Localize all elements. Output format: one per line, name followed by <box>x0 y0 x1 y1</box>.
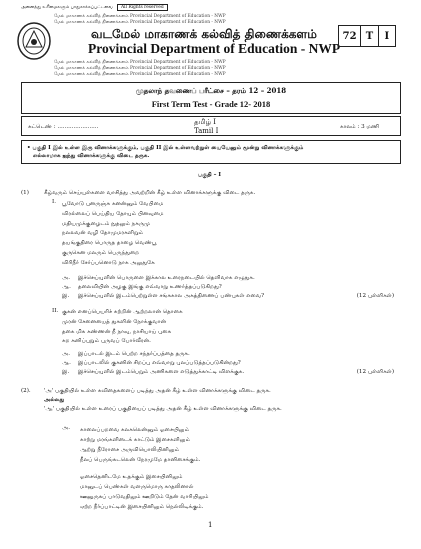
poem-block <box>80 472 209 512</box>
subject-english: Tamil I <box>194 127 219 135</box>
sub-question-item: அ. இச்செய்யுளின் பொருளை இக்கால உரைநடையில் தெளிவாக எழுதுக. <box>62 275 255 281</box>
time-allowed: காலம் : 3 மணி <box>340 124 380 130</box>
department-name-english: Provincial Department of Education - NWP <box>88 41 341 56</box>
sub-question-number: அ. <box>62 425 70 431</box>
copyright-notice <box>21 6 168 11</box>
poem-line: குகன் எனப்பெயரிச் சுற்றின் ஆற்றலான் தொகை <box>62 309 183 315</box>
marks-label: (12 புள்ளிகள்) <box>356 292 394 299</box>
header-repeat-line: மேல் மாகாணக் கல்வித் திணைக்களம் Provincial Department of Education - NWP <box>54 66 226 71</box>
header-block <box>16 15 406 79</box>
or-label: அல்லது <box>44 397 65 403</box>
poem-line: விரிநீர் சேர்ப்பனொடு நாக அலுதுகே <box>62 259 155 266</box>
poem-line: தகை மிக கண்ணன் நீ நாவு, நாசியாய் புகை <box>62 328 172 335</box>
poem-line: சுற சுனிப்புறும் புருவப் போர்வீரன். <box>62 338 151 345</box>
instruction-line: எல்லாமாக ஐந்து வினாக்களுக்கு விடை தருக. <box>33 153 150 159</box>
subject-tamil: தமிழ் I <box>194 118 217 126</box>
poem-line: பூவோடு புனருஞ்சு கனன்னும் வேபிமை <box>62 201 164 207</box>
header-repeat-line: மேல் மாகாணக் கல்வித் திணைக்களம் Provincial Department of Education - NWP <box>54 72 226 77</box>
poem-block <box>80 425 200 465</box>
poem-line: நலலவன் வழி தோமுமரகளிறும் <box>62 230 144 237</box>
copyright-box: All Rights reserved <box>117 4 168 11</box>
poem-line: ஏற்ற நீர்ப்பாட்டின் இசையினிலும் நெல்லிடிக்கும். <box>80 504 204 510</box>
header-repeat-line: மேல் மாகாணக் கல்வித் திணைக்களம் Provincial Department of Education - NWP <box>54 60 226 65</box>
poem-line: விரல்லைப் பெய்திய தோயும் பினவுமை <box>62 210 164 217</box>
question-intro: கீழ்வரும் செய்யுள்களை வாசித்து அவற்றின் கீழ் உள்ள வினாக்களுக்கு விடை தருக. <box>44 190 256 196</box>
poem-line: காலைப்பறவை கலகலென்னும் ஓசையிலும் <box>80 427 190 433</box>
sub-question-item: அ. இப்பாடல் இடம் பெற்ற சந்தர்ப்பத்தை தருக. <box>62 351 190 357</box>
header-repeat-line: மேல் மாகாணக் கல்வித் திணைக்களம் Provincial Department of Education - NWP <box>54 20 226 25</box>
department-name-tamil: வடமேல் மாகாணக் கல்வித் திணைக்களம் <box>91 27 317 41</box>
poem-line: மானுடப் பெண்கள் வளருமொரு காதலினால் <box>80 484 194 490</box>
sub-question-list <box>62 350 402 377</box>
department-emblem-icon <box>16 21 52 61</box>
poem-line: காற்று மரங்களிடைக் காட்டும் இசைகளிலும் <box>80 437 190 443</box>
poem-line: முரன் சேனையைத் துகளின் நோக்குவான் <box>62 318 167 325</box>
sub-question-number: I. <box>52 199 56 205</box>
sub-question-number: II. <box>52 308 59 314</box>
exam-title-english: First Term Test - Grade 12- 2018 <box>151 99 271 110</box>
poem-block <box>62 308 183 347</box>
question-intro: 'ஆ' பகுதியில் உள்ள உரைப் பகுதியைப் படித்து அதன் கீழ் உள்ள வினாக்களுக்கு விடை தருக. <box>44 406 282 412</box>
poem-line: குருகென மலரும் பெருந்துறை <box>62 249 140 256</box>
part-title: பகுதி – I <box>198 172 221 178</box>
marks-label: (12 புள்ளிகள்) <box>356 369 394 375</box>
info-row <box>21 116 401 136</box>
poem-line: மதியமுக்குழைடம் நுதலும் நகருமு <box>62 220 151 227</box>
sub-question-item: இ. இச்செய்யுளில் இடம்பெற்றுள்ள சங்ககால அகத்திணைப் பண்புகள் எவை? (12 புள்ளிகள்) <box>62 292 394 299</box>
index-number-field: சுட்டெண் : ....................... <box>28 124 99 130</box>
paper-code-letter: I <box>384 30 390 42</box>
poem-line: ஆற்று நீரோசை அருவியொலியினிலும் <box>80 447 180 453</box>
question-number: (2). <box>21 388 31 394</box>
paper-code-letter: T <box>361 26 378 46</box>
exam-title-box <box>21 82 401 114</box>
page-number: 1 <box>208 521 213 529</box>
question-number: (1) <box>21 190 29 196</box>
exam-title-tamil: முதலாந் தவணைப் பரீட்சை – தரம் 12 – 2018 <box>135 86 287 95</box>
sub-question-item: ஆ. இப்பாடலில் குகனின் சிறப்பு எவ்வாறு புலப்படுத்தப்படுகின்றது? <box>62 360 241 366</box>
header-repeat-line: மேல் மாகாணக் கல்வித் திணைக்களம் Provincial Department of Education - NWP <box>54 14 226 19</box>
poem-block <box>62 200 164 269</box>
sub-question-item: இ. இச்செய்யுளில் இடம்பெறும் அணிகளை எடுத்துக்காட்டி விளக்குக. (12 புள்ளிகள்) <box>62 369 394 375</box>
sub-question-list <box>62 274 402 300</box>
paper-code-number: 72 <box>339 26 361 46</box>
bullet-icon: • <box>27 145 31 151</box>
poem-line: நீலப் பெருங்கடலென் நேரமுமே தானிசைக்கும். <box>80 457 201 463</box>
sub-question-item: ஆ. தலைவியின் அழகு இங்கு எவ்வாறு உணர்த்தப்படுகிறது? <box>62 283 222 290</box>
question-intro: 'அ' பகுதியில் உள்ள கவிதைகளைப் படித்து அதன் கீழ் உள்ள வினாக்களுக்கு விடை தருக. <box>44 388 271 394</box>
instruction-box <box>21 140 401 164</box>
poem-line: தயங்குதிரை பொருத தாழை வெண்பூ <box>62 240 157 247</box>
paper-code-box <box>338 25 396 47</box>
instruction-line: • பகுதி I இல் உள்ள இரு வினாக்களுக்கும், பகுதி II இல் உள்ளவற்றுள் யையேனும் மூன்று வினாக்களுக்கும் <box>27 145 304 151</box>
poem-line: ஓசைதெனிடமே உதக்கும் இசையினிலும் <box>80 474 183 480</box>
copyright-prefix: அனைத்து உரிமைகளும் பாதுகாக்கப்பட்டவை <box>21 5 113 10</box>
poem-line: ஊனுருகப் பாடுவதிலும் ஊறிடும் தேன் வாரியிலும் <box>80 494 209 500</box>
